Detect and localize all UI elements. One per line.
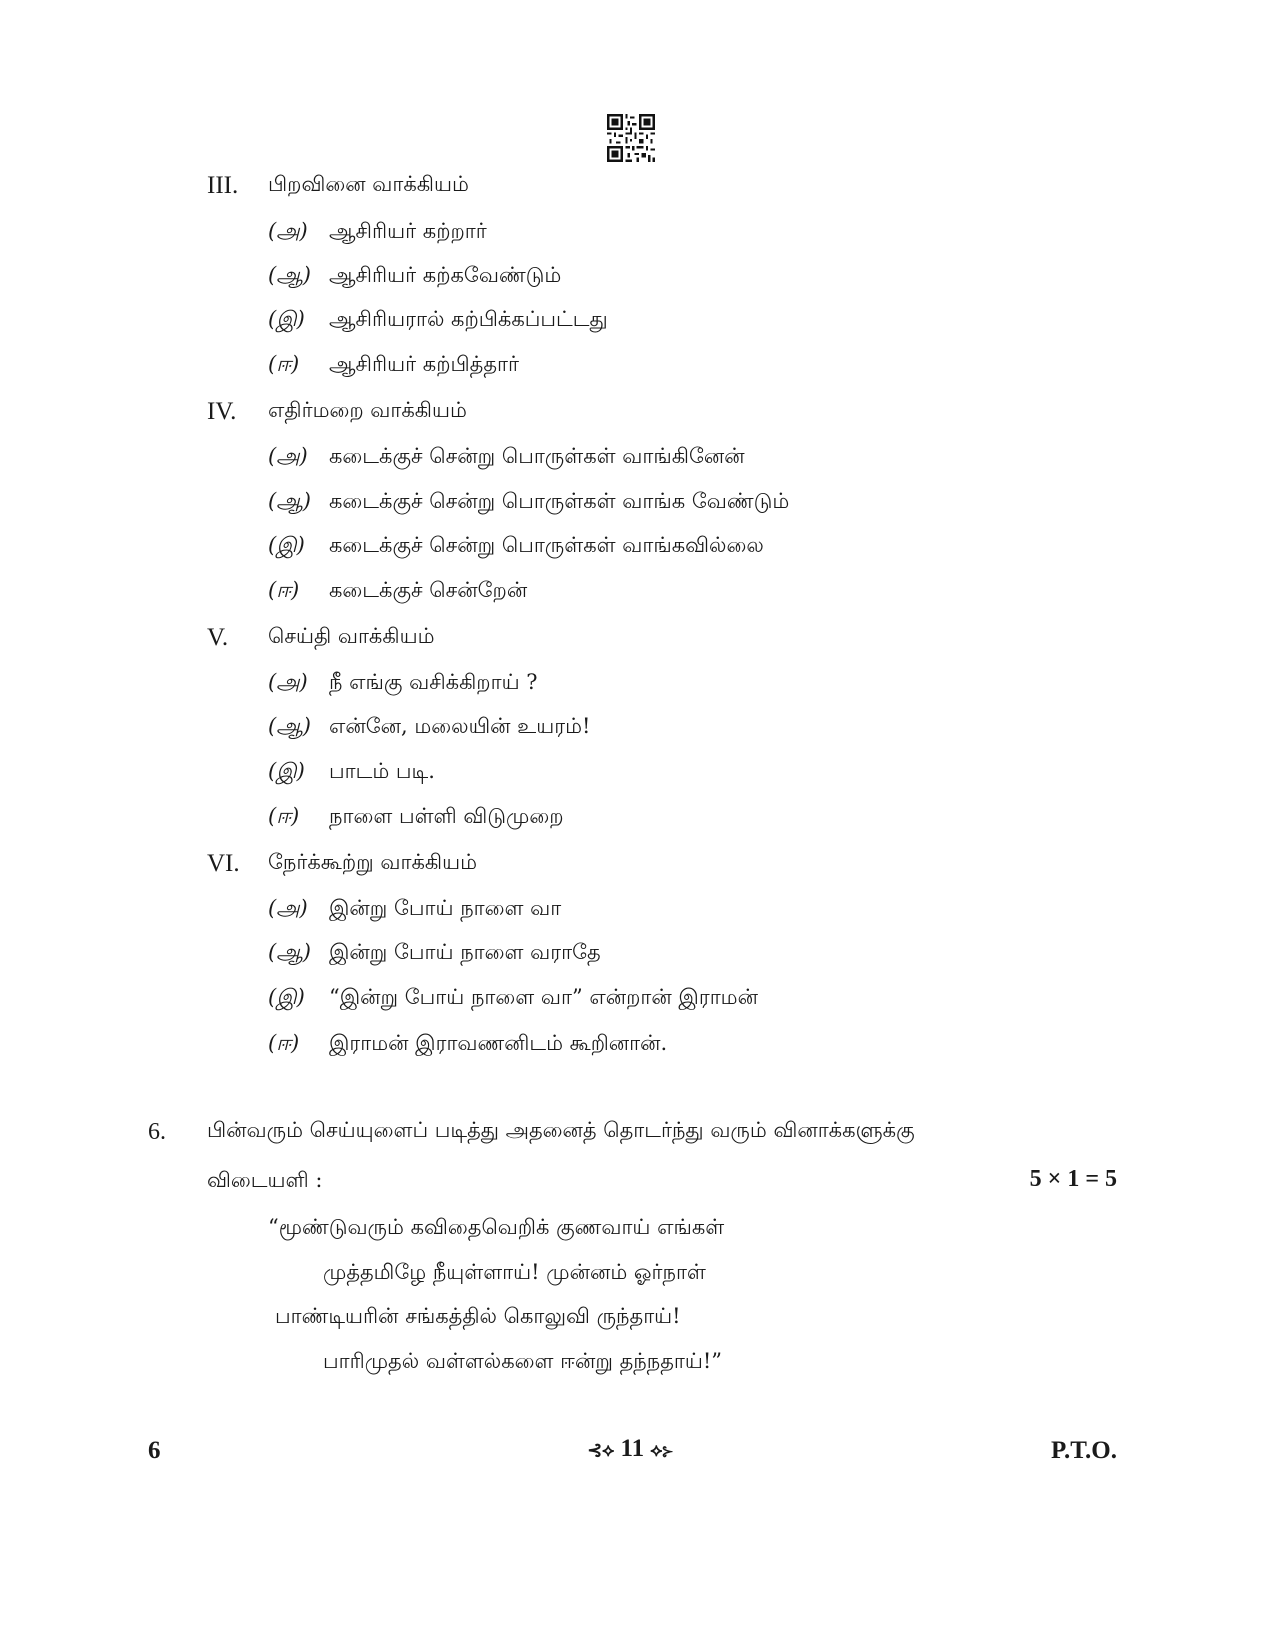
option-text: இராமன் இராவணனிடம் கூறினான். [329,1031,668,1055]
option-label: (இ) [268,759,305,783]
qr-code [607,114,655,162]
question-text: பின்வரும் செய்யுளைப் படித்து அதனைத் தொடர்ந்து வரும் வினாக்களுக்கு [207,1118,915,1142]
ornament-right-icon: ⟡⊱ [650,1439,673,1460]
option-text: “இன்று போய் நாளை வா” என்றான் இராமன் [329,985,758,1009]
page-number: 11 [620,1435,645,1462]
option-label: (அ) [268,219,308,243]
option-text: ஆசிரியர் கற்பித்தார் [329,352,519,376]
option-text: ஆசிரியர் கற்கவேண்டும் [329,263,562,287]
option-text: இன்று போய் நாளை வா [329,896,562,920]
option-text: என்னே, மலையின் உயரம்! [329,714,591,738]
poem-line: பாரிமுதல் வள்ளல்களை ஈன்று தந்நதாய்!” [323,1349,723,1373]
option-label: (இ) [268,985,305,1009]
option-text: கடைக்குச் சென்று பொருள்கள் வாங்கவில்லை [329,533,764,557]
option-text: கடைக்குச் சென்று பொருள்கள் வாங்க வேண்டும் [329,489,790,513]
section-number: III. [207,172,239,199]
section-number: IV. [207,398,237,425]
option-text: ஆசிரியரால் கற்பிக்கப்பட்டது [329,307,608,331]
option-label: (ஈ) [268,352,300,376]
option-label: (அ) [268,896,308,920]
option-label: (ஆ) [268,714,311,738]
option-label: (ஈ) [268,1031,300,1055]
please-turn-over: P.T.O. [1051,1437,1117,1464]
section-title: நேர்க்கூற்று வாக்கியம் [268,850,477,874]
page-number-block [565,1435,695,1463]
option-text: நீ எங்கு வசிக்கிறாய் ? [329,670,538,694]
poem-line: பாண்டியரின் சங்கத்தில் கொலுவி ருந்தாய்! [275,1304,681,1328]
option-label: (ஆ) [268,263,311,287]
option-label: (ஆ) [268,940,311,964]
question-number: 6. [148,1119,166,1145]
section-title: செய்தி வாக்கியம் [268,624,435,648]
question-text-continued: விடையளி : [207,1168,323,1192]
option-text: பாடம் படி. [329,759,435,783]
option-text: கடைக்குச் சென்றேன் [329,578,528,602]
option-label: (ஈ) [268,578,300,602]
section-number: V. [207,624,229,651]
option-text: கடைக்குச் சென்று பொருள்கள் வாங்கினேன் [329,444,745,468]
section-number: VI. [207,850,240,877]
option-text: நாளை பள்ளி விடுமுறை [329,804,564,828]
ornament-left-icon: ⊰⟡ [587,1439,615,1460]
section-title: எதிர்மறை வாக்கியம் [268,398,467,422]
option-label: (அ) [268,670,308,694]
poem-line: “மூண்டுவரும் கவிதைவெறிக் குணவாய் எங்கள் [268,1215,725,1239]
option-text: ஆசிரியர் கற்றார் [329,219,487,243]
option-text: இன்று போய் நாளை வராதே [329,940,601,964]
paper-code: 6 [148,1437,161,1464]
option-label: (இ) [268,533,305,557]
option-label: (ஆ) [268,489,311,513]
option-label: (ஈ) [268,804,300,828]
section-title: பிறவினை வாக்கியம் [268,172,469,196]
marks-allocation: 5 × 1 = 5 [1029,1166,1117,1192]
option-label: (அ) [268,444,308,468]
option-label: (இ) [268,307,305,331]
poem-line: முத்தமிழே நீயுள்ளாய்! முன்னம் ஓர்நாள் [323,1260,706,1284]
